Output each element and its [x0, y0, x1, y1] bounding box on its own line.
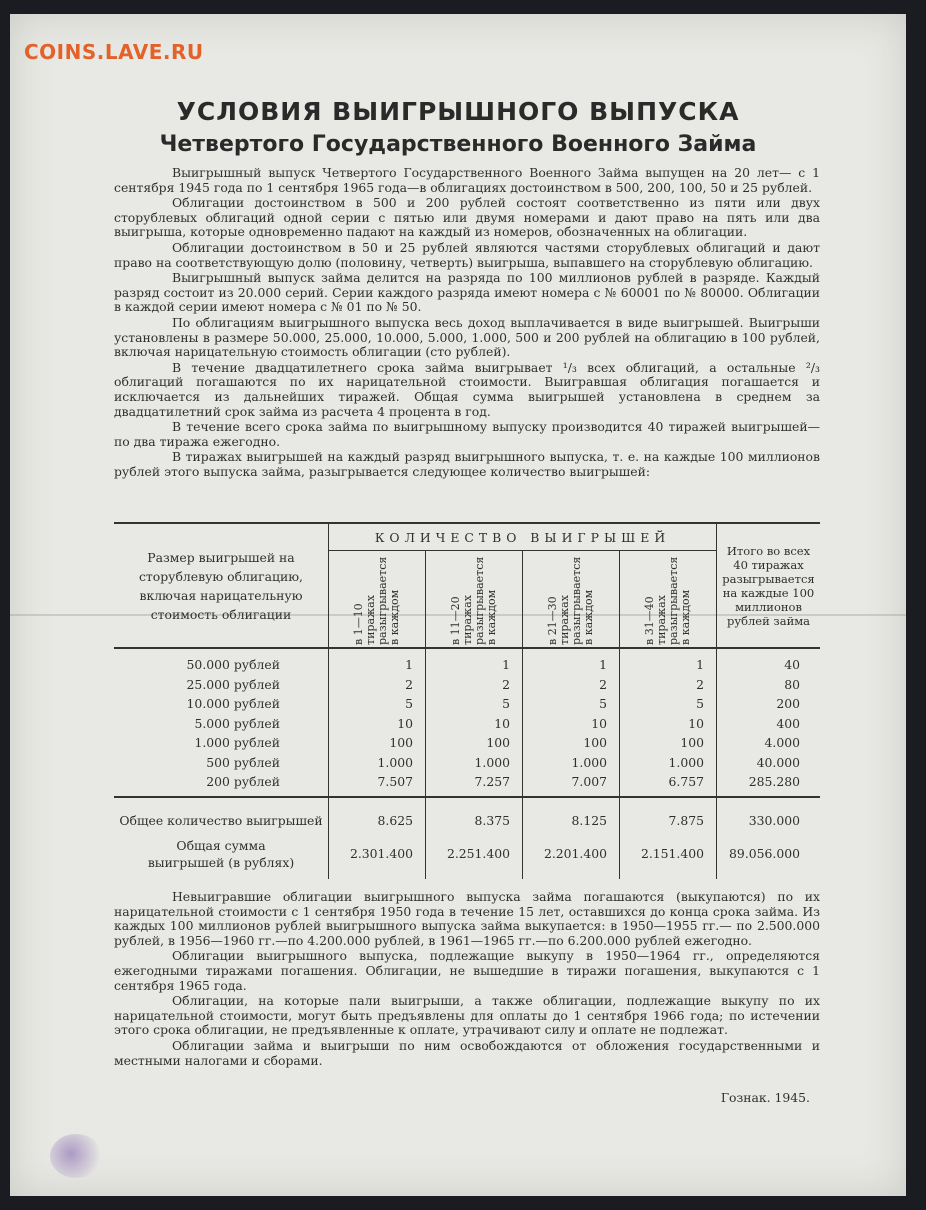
- summary-cell: 2.151.400: [620, 829, 717, 879]
- intro-paragraph: Выигрышный выпуск займа делится на разряда по 100 миллионов рублей в разряде. Каждый разряд состоит из 20.000 серий. Серии каждого разряда имеют номера с № 60001 по № 80000. Облигации в каждой серии имеют номера с № 01 по № 50.: [114, 270, 820, 315]
- intro-text: [114, 166, 820, 480]
- count-cell: 1: [620, 648, 717, 675]
- count-cell: 2: [620, 675, 717, 695]
- prize-size: 5.000 рублей: [194, 715, 280, 731]
- count-cell: 1.000: [329, 753, 426, 773]
- table-row: [114, 694, 820, 714]
- table-row: [114, 772, 820, 797]
- summary-label: Общая сумма выигрышей (в рублях): [147, 837, 295, 870]
- summary-cell: 2.301.400: [329, 829, 426, 879]
- summary-cell: 8.625: [329, 797, 426, 829]
- count-cell: 10: [620, 714, 717, 734]
- period-header: в 21—30 тиражах разыгрывается в каждом: [546, 556, 595, 645]
- quantity-column-header: КОЛИЧЕСТВО ВЫИГРЫШЕЙ: [329, 523, 717, 551]
- total-column-header: Итого во всех 40 тиражах разыгрывается на каждые 100 миллионов рублей займа: [717, 523, 821, 648]
- outro-paragraph: Невыигравшие облигации выигрышного выпуска займа погашаются (выкупаются) по их нарицательной стоимости с 1 сентября 1950 года в течение 15 лет, оставшихся до конца срока займа. Из каждых 100 миллионов рублей выигрышного выпуска займа выкупается: в 1950—1955 гг.— по 2.500.000 рублей, в 1956—1960 гг.—по 4.200.000 рублей, в 1961—1965 гг.—по 6.200.000 рублей ежегодно.: [114, 889, 820, 948]
- intro-paragraph: Облигации достоинством в 500 и 200 рублей состоят соответственно из пяти или двух сторублевых облигаций одной серии с пятью или двумя номерами и дают право на пять или два выигрыша, которые одновременно падают на каждый из номеров, обозначенных на облигации.: [114, 195, 820, 240]
- table-row: [114, 648, 820, 675]
- size-column-header: Размер выигрышей на сторублевую облигацию, включая нарицательную стоимость облигации: [114, 523, 329, 648]
- count-cell: 100: [523, 733, 620, 753]
- count-cell: 5: [523, 694, 620, 714]
- document-sheet: [10, 14, 906, 1196]
- summary-row: [114, 829, 820, 879]
- summary-row: [114, 797, 820, 829]
- count-cell: 1.000: [620, 753, 717, 773]
- count-cell: 1.000: [523, 753, 620, 773]
- winnings-table: [114, 522, 820, 879]
- period-header-cell: [523, 551, 620, 649]
- count-cell: 1: [523, 648, 620, 675]
- intro-paragraph: В течение двадцатилетнего срока займа выигрывает ¹/₃ всех облигаций, а остальные ²/₃ облигаций погашаются по их нарицательной стоимости. Выигравшая облигация погашается и исключается из дальнейших тиражей. Общая сумма выигрышей установлена в среднем за двадцатилетний срок займа из расчета 4 процента в год.: [114, 359, 820, 419]
- total-cell: 200: [717, 694, 821, 714]
- count-cell: 2: [329, 675, 426, 695]
- period-header: в 31—40 тиражах разыгрывается в каждом: [643, 556, 692, 645]
- count-cell: 1.000: [426, 753, 523, 773]
- total-cell: 285.280: [717, 772, 821, 797]
- period-header: в 1—10 тиражах разыгрывается в каждом: [352, 556, 401, 645]
- prize-size: 25.000 рублей: [186, 676, 280, 692]
- prize-size: 50.000 рублей: [186, 657, 280, 672]
- count-cell: 6.757: [620, 772, 717, 797]
- prize-size: 1.000 рублей: [194, 735, 280, 750]
- count-cell: 10: [523, 714, 620, 734]
- count-cell: 2: [426, 675, 523, 695]
- prize-size: 500 рублей: [206, 754, 280, 770]
- intro-paragraph: В тиражах выигрышей на каждый разряд выигрышного выпуска, т. е. на каждые 100 миллионов рублей этого выпуска займа, разыгрывается следующее количество выигрышей:: [114, 449, 820, 479]
- outro-paragraph: Облигации займа и выигрыши по ним освобождаются от обложения государственными и местными налогами и сборами.: [114, 1037, 820, 1068]
- document-subtitle: Четвертого Государственного Военного Займа: [159, 132, 757, 157]
- count-cell: 7.507: [329, 772, 426, 797]
- count-cell: 7.007: [523, 772, 620, 797]
- count-cell: 100: [620, 733, 717, 753]
- count-cell: 1: [426, 648, 523, 675]
- total-cell: 40.000: [717, 753, 821, 773]
- intro-paragraph: По облигациям выигрышного выпуска весь доход выплачивается в виде выигрышей. Выигрыши установлены в размере 50.000, 25.000, 10.000, 5.000, 1.000, 500 и 200 рублей на облигацию в 100 рублей, включая нарицательную стоимость облигации (сто рублей).: [114, 314, 820, 360]
- total-cell: 4.000: [717, 733, 821, 753]
- total-cell: 400: [717, 714, 821, 734]
- watermark-text: COINS.LAVE.RU: [24, 40, 204, 64]
- outro-paragraph: Облигации, на которые пали выигрыши, а также облигации, подлежащие выкупу по их нарицательной стоимости, могут быть предъявлены для оплаты до 1 сентября 1966 года; по истечении этого срока облигации, не предъявленные к оплате, утрачивают силу и оплате не подлежат.: [114, 993, 820, 1038]
- summary-cell: 2.251.400: [426, 829, 523, 879]
- period-header: в 11—20 тиражах разыгрывается в каждом: [449, 556, 498, 645]
- printer-signature: Гознак. 1945.: [720, 1090, 810, 1105]
- prize-size: 200 рублей: [114, 772, 329, 797]
- intro-paragraph: Выигрышный выпуск Четвертого Государственного Военного Займа выпущен на 20 лет— с 1 сентября 1945 года по 1 сентября 1965 года—в облигациях достоинством в 500, 200, 100, 50 и 25 рублей.: [114, 165, 820, 195]
- intro-paragraph: В течение всего срока займа по выигрышному выпуску производится 40 тиражей выигрышей— по два тиража ежегодно.: [114, 419, 820, 449]
- document-title: УСЛОВИЯ ВЫИГРЫШНОГО ВЫПУСКА: [176, 97, 740, 126]
- table-row: [114, 675, 820, 695]
- count-cell: 100: [329, 733, 426, 753]
- summary-label: Общее количество выигрышей: [119, 812, 323, 828]
- prize-size: 10.000 рублей: [186, 696, 280, 711]
- count-cell: 5: [620, 694, 717, 714]
- count-cell: 100: [426, 733, 523, 753]
- ink-stain: [50, 1134, 102, 1178]
- summary-total: 89.056.000: [717, 829, 821, 879]
- outro-paragraph: Облигации выигрышного выпуска, подлежащие выкупу в 1950—1964 гг., определяются ежегодными тиражами погашения. Облигации, не вышедшие в тиражи погашения, выкупаются с 1 сентября 1965 года.: [114, 948, 820, 993]
- summary-cell: 2.201.400: [523, 829, 620, 879]
- count-cell: 10: [329, 714, 426, 734]
- count-cell: 1: [329, 648, 426, 675]
- period-header-cell: [426, 551, 523, 649]
- outro-text: [114, 890, 820, 1069]
- table-row: [114, 733, 820, 753]
- total-cell: 40: [717, 648, 821, 675]
- count-cell: 5: [329, 694, 426, 714]
- period-header-cell: [329, 551, 426, 649]
- period-header-cell: [620, 551, 717, 649]
- table-row: [114, 753, 820, 773]
- count-cell: 10: [426, 714, 523, 734]
- count-cell: 5: [426, 694, 523, 714]
- intro-paragraph: Облигации достоинством в 50 и 25 рублей являются частями сторублевых облигаций и дают право на соответствующую долю (половину, четверть) выигрыша, выпавшего на сторублевую облигацию.: [114, 239, 820, 270]
- table-row: [114, 714, 820, 734]
- count-cell: 2: [523, 675, 620, 695]
- summary-cell: 8.125: [523, 797, 620, 829]
- summary-cell: 8.375: [426, 797, 523, 829]
- table-header-row: [114, 523, 820, 551]
- summary-total: 330.000: [717, 797, 821, 829]
- count-cell: 7.257: [426, 772, 523, 797]
- total-cell: 80: [717, 675, 821, 695]
- summary-cell: 7.875: [620, 797, 717, 829]
